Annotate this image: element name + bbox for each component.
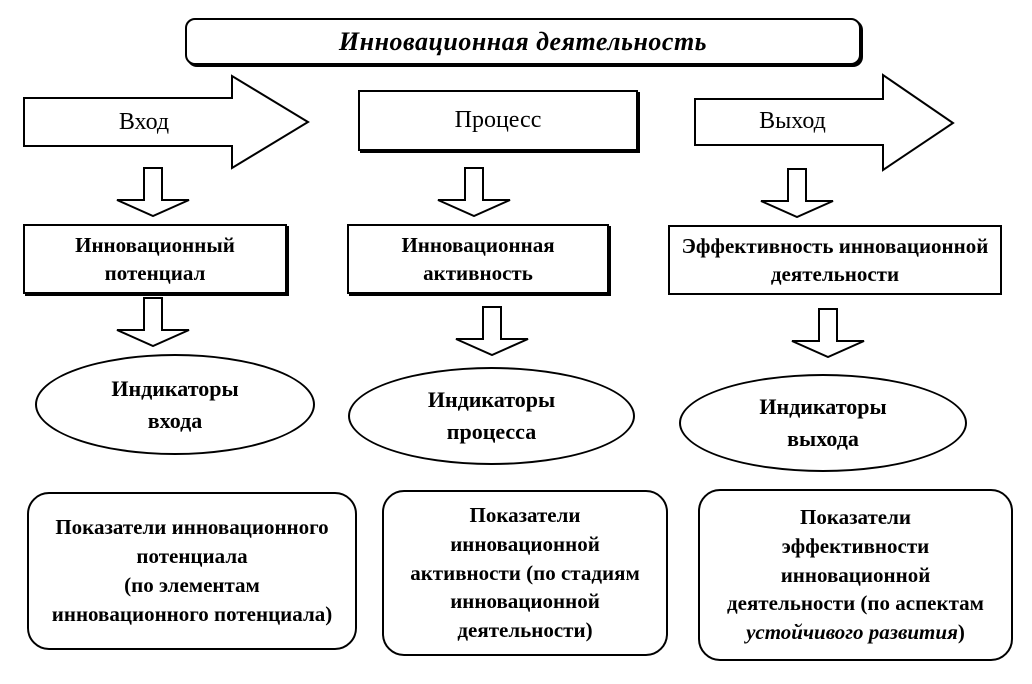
ellipse-line: выхода [787, 426, 859, 451]
down-arrow-icon [759, 168, 835, 218]
box-line: Эффективность инновационной [681, 233, 989, 258]
down-arrow-icon [115, 167, 191, 217]
innovation-activity-box [347, 224, 609, 294]
card-line-emphasis [746, 618, 965, 647]
sustainable-development-phrase: устойчивого развития [746, 620, 958, 645]
card-line: активности (по стадиям [410, 560, 640, 585]
process-indicators-ellipse [348, 367, 635, 465]
card-line: деятельности) [457, 618, 593, 643]
down-arrow-icon [115, 297, 191, 347]
card-line: эффективности [781, 533, 930, 558]
diagram-title: Инновационная деятельность [338, 26, 708, 56]
output-metrics-card [698, 489, 1013, 661]
innovation-effectiveness-box [668, 225, 1002, 295]
closing-paren: ) [957, 620, 965, 645]
ellipse-line: входа [147, 407, 203, 433]
card-line: деятельности (по аспектам [727, 591, 984, 616]
card-line: инновационной [450, 589, 600, 614]
process-header-label: Процесс [454, 107, 542, 133]
input-arrow-label: Вход [118, 108, 170, 135]
ellipse-line: Индикаторы [759, 394, 887, 420]
input-metrics-card [27, 492, 357, 650]
box-line: деятельности [770, 262, 900, 286]
down-arrow-icon [436, 167, 512, 217]
input-indicators-ellipse [35, 354, 315, 455]
output-indicators-ellipse [679, 374, 967, 472]
box-line: потенциал [104, 261, 206, 285]
box-line: Инновационный [75, 232, 235, 257]
card-line: инновационного потенциала) [51, 601, 333, 626]
ellipse-line: процесса [446, 419, 537, 444]
innovation-potential-box [23, 224, 287, 294]
card-line: Показатели [799, 504, 912, 529]
box-line: Инновационная [401, 232, 555, 257]
card-line: потенциала [136, 544, 248, 569]
process-metrics-card [382, 490, 668, 656]
card-line: Показатели [469, 502, 581, 527]
card-line: инновационной [450, 531, 600, 556]
card-line: (по элементам [124, 573, 260, 597]
card-line: Показатели инновационного [55, 515, 329, 540]
down-arrow-icon [790, 308, 866, 358]
ellipse-line: Индикаторы [111, 375, 239, 401]
down-arrow-icon [454, 306, 530, 356]
process-header-box [358, 90, 638, 151]
box-line: активность [423, 261, 533, 285]
title-box [185, 18, 861, 65]
card-line: инновационной [780, 562, 931, 587]
ellipse-line: Индикаторы [427, 387, 556, 413]
output-arrow-label: Выход [759, 108, 826, 134]
